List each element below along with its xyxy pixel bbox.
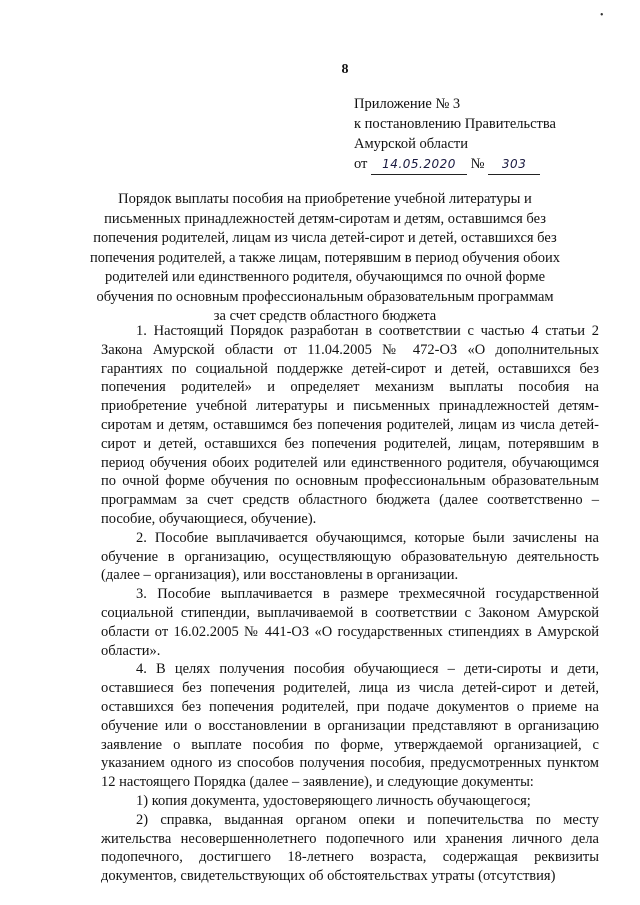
page-number: 8 <box>341 62 349 77</box>
paragraph-1: 1. Настоящий Порядок разработан в соответствии с частью 4 статьи 2 Закона Амурской области от 11.04.2005 № 472-ОЗ «О дополнительных гарантиях по социальной поддержке детей-сирот и детей, оставшихся без попечения родителей» и определяет механизм выплаты пособия на приобретение учебной литературы и письменных принадлежностей детям-сиротам и детям, оставшимся без попечения родителей, лицам из числа детей-сирот и детей, оставшихся без попечения родителей, лицам, потерявшим в период обучения обоих родителей или единственного родителя, обучающимся по очной форме обучения по основным профессиональным образовательным программам за счет средств областного бюджета (далее соответственно – пособие, обучающиеся, обучение). <box>101 323 599 527</box>
appendix-line-3: Амурской области <box>354 136 468 152</box>
paragraph-4-item-1: 1) копия документа, удостоверяющего личность обучающегося; <box>136 792 531 809</box>
appendix-line-2: к постановлению Правительства <box>354 116 556 132</box>
handwritten-number: 303 <box>488 154 540 175</box>
document-body <box>101 322 599 886</box>
number-prefix: № <box>470 156 485 172</box>
paragraph-3: 3. Пособие выплачивается в размере трехмесячной государственной социальной стипендии, выплачиваемой в соответствии с Законом Амурской области от 16.02.2005 № 441-ОЗ «О государственных стипендиях в Амурской области». <box>101 586 599 659</box>
appendix-line-1: Приложение № 3 <box>354 96 461 112</box>
paragraph-4-item-2: 2) справка, выданная органом опеки и попечительства по месту жительства несовершеннолетнего подопечного или хранения личного дела подопечного, достигшего 18-летнего возраста, содержащая реквизиты документов, свидетельствующих об обстоятельствах утраты (отсутствия) <box>101 811 599 885</box>
paragraph-2: 2. Пособие выплачивается обучающимся, которые были зачислены на обучение в организацию, осуществляющую образовательную деятельность (далее – организация), или восстановлены в организации. <box>101 529 599 584</box>
date-prefix: от <box>354 156 368 172</box>
appendix-date-line <box>354 154 556 175</box>
handwritten-date: 14.05.2020 <box>371 154 467 175</box>
paragraph-4: 4. В целях получения пособия обучающиеся – дети-сироты и дети, оставшиеся без попечения родителей, лица из числа детей-сирот и детей, оставшихся без попечения родителей, при подаче документов о приеме на обучение или о восстановлении в организации представляют в организацию заявление о выплате пособия по форме, утверждаемой организацией, с указанием одного из способов получения пособия, предусмотренных пунктом 12 настоящего Порядка (далее – заявление), и следующие документы: <box>101 661 599 791</box>
corner-mark: • <box>600 10 604 21</box>
document-title: Порядок выплаты пособия на приобретение учебной литературы и письменных принадлежностей детям-сиротам и детям, оставшимся без попечения родителей, лицам из числа детей-сирот и детей, оставшихся без попечения родителей, а также лицам, потерявшим в период обучения обоих родителей или единственного родителя, обучающимся по очной форме обучения по основным профессиональным образовательным программам за счет средств областного бюджета <box>90 191 560 324</box>
appendix-block <box>354 94 556 175</box>
